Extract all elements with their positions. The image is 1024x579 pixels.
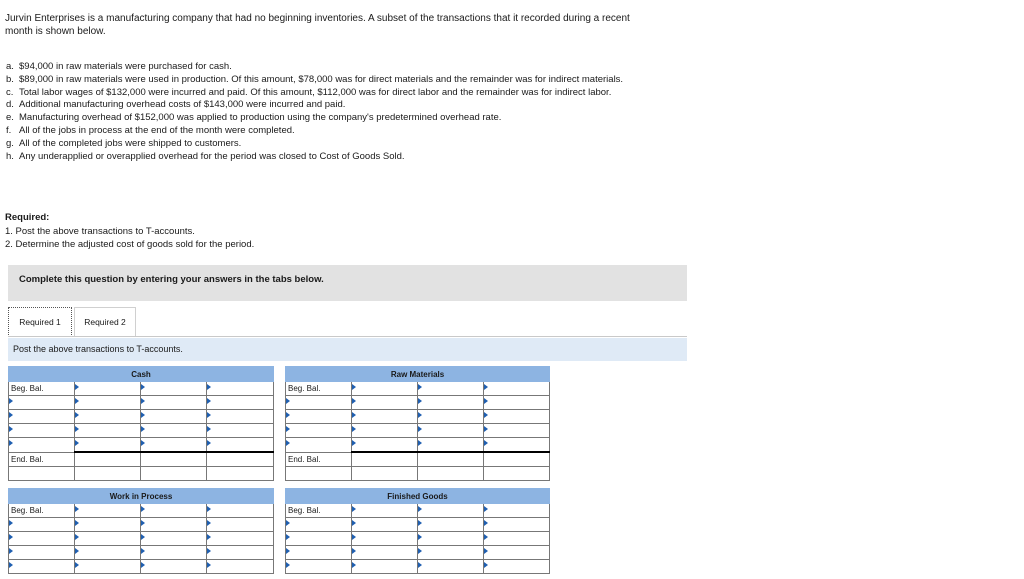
debit-input[interactable] [75,560,141,574]
credit-label-input[interactable] [418,532,484,546]
debit-input[interactable] [75,504,141,518]
credit-label-input[interactable] [418,560,484,574]
blank-cell [352,467,418,481]
debit-label-input[interactable] [286,424,352,438]
instructions-banner [8,265,687,301]
credit-input[interactable] [484,532,550,546]
credit-input[interactable] [207,532,274,546]
debit-label-input[interactable] [9,518,75,532]
transaction-item: h. Any underapplied or overapplied overhead for the period was closed to Cost of Goods Sold. [6,150,405,162]
debit-input[interactable] [75,532,141,546]
credit-input[interactable] [207,410,274,424]
debit-label-input[interactable] [286,410,352,424]
credit-input[interactable] [207,382,274,396]
debit-label-input[interactable] [286,396,352,410]
blank-cell [418,467,484,481]
credit-label-input[interactable] [418,438,484,453]
debit-input[interactable] [352,424,418,438]
credit-input[interactable] [484,382,550,396]
credit-label-input[interactable] [141,438,207,453]
blank-cell [286,467,352,481]
debit-label-input[interactable] [286,546,352,560]
debit-input[interactable] [352,504,418,518]
t-account-cash [8,366,274,481]
tab-required-2[interactable]: Required 2 [74,307,136,337]
credit-label-input[interactable] [141,410,207,424]
end-balance-cell [141,452,207,467]
credit-label-input[interactable] [141,504,207,518]
end-balance-cell [75,452,141,467]
end-bal-label: End. Bal. [9,452,75,467]
blank-cell [141,467,207,481]
debit-input[interactable] [75,438,141,453]
blank-cell [75,467,141,481]
debit-input[interactable] [352,382,418,396]
beg-bal-label: Beg. Bal. [9,504,75,518]
debit-input[interactable] [352,518,418,532]
blank-cell [484,467,550,481]
credit-input[interactable] [484,410,550,424]
account-title: Finished Goods [286,489,550,504]
credit-input[interactable] [207,560,274,574]
transaction-item: f. All of the jobs in process at the end of the month were completed. [6,124,295,136]
debit-input[interactable] [352,532,418,546]
credit-input[interactable] [484,438,550,453]
t-account-raw-materials [285,366,550,481]
transaction-item: b. $89,000 in raw materials were used in production. Of this amount, $78,000 was for direct materials and the remainder was for indirect materials. [6,73,624,85]
debit-label-input[interactable] [9,424,75,438]
debit-label-input[interactable] [9,532,75,546]
credit-label-input[interactable] [141,560,207,574]
transaction-item: a. $94,000 in raw materials were purchased for cash. [6,61,232,72]
credit-input[interactable] [484,504,550,518]
credit-input[interactable] [484,396,550,410]
debit-input[interactable] [352,560,418,574]
t-account-finished-goods [285,488,550,574]
credit-label-input[interactable] [141,518,207,532]
credit-input[interactable] [207,518,274,532]
credit-label-input[interactable] [141,382,207,396]
account-title: Work in Process [9,489,274,504]
required-item: 1. Post the above transactions to T-accounts. [5,226,195,237]
credit-input[interactable] [484,560,550,574]
debit-input[interactable] [75,410,141,424]
debit-input[interactable] [75,396,141,410]
end-balance-cell [484,452,550,467]
debit-label-input[interactable] [9,560,75,574]
transaction-item: g. All of the completed jobs were shipped to customers. [6,137,242,149]
required-heading: Required: [5,212,50,223]
credit-input[interactable] [484,546,550,560]
debit-label-input[interactable] [286,560,352,574]
banner-text: Complete this question by entering your answers in the tabs below. [19,274,324,285]
transaction-item: e. Manufacturing overhead of $152,000 was applied to production using the company's predetermined overhead rate. [6,112,502,124]
debit-input[interactable] [75,424,141,438]
debit-input[interactable] [352,546,418,560]
credit-label-input[interactable] [418,518,484,532]
tab-required-1[interactable]: Required 1 [8,307,72,337]
end-bal-label: End. Bal. [286,452,352,467]
credit-label-input[interactable] [418,546,484,560]
beg-bal-label: Beg. Bal. [9,382,75,396]
debit-label-input[interactable] [9,438,75,453]
debit-label-input[interactable] [286,532,352,546]
credit-label-input[interactable] [418,396,484,410]
debit-input[interactable] [352,438,418,453]
debit-label-input[interactable] [286,518,352,532]
beg-bal-label: Beg. Bal. [286,382,352,396]
credit-label-input[interactable] [418,382,484,396]
debit-label-input[interactable] [286,438,352,453]
transaction-item: c. Total labor wages of $132,000 were incurred and paid. Of this amount, $112,000 was for direct labor and the remainder was for indirect labor. [6,86,612,98]
required-list [5,225,254,251]
credit-label-input[interactable] [418,504,484,518]
debit-input[interactable] [75,518,141,532]
end-balance-cell [418,452,484,467]
t-account-work-in-process [8,488,274,574]
debit-input[interactable] [352,396,418,410]
tab-instruction [8,338,687,361]
debit-label-input[interactable] [9,546,75,560]
problem-intro: Jurvin Enterprises is a manufacturing company that had no beginning inventories. A subset of the transactions that it recorded during a recent month is shown below. [5,13,630,37]
credit-label-input[interactable] [141,532,207,546]
debit-label-input[interactable] [9,396,75,410]
blank-cell [9,467,75,481]
tab-divider [8,336,687,337]
transaction-list [5,61,645,163]
beg-bal-label: Beg. Bal. [286,504,352,518]
instruction-text: Post the above transactions to T-accounts. [13,344,183,354]
debit-label-input[interactable] [9,410,75,424]
credit-input[interactable] [484,424,550,438]
blank-cell [207,467,274,481]
credit-label-input[interactable] [141,424,207,438]
end-balance-cell [352,452,418,467]
credit-label-input[interactable] [418,424,484,438]
credit-input[interactable] [207,504,274,518]
account-title: Raw Materials [286,367,550,382]
debit-input[interactable] [75,546,141,560]
account-title: Cash [9,367,274,382]
credit-input[interactable] [207,546,274,560]
credit-input[interactable] [484,518,550,532]
end-balance-cell [207,452,274,467]
credit-label-input[interactable] [418,410,484,424]
required-item: 2. Determine the adjusted cost of goods sold for the period. [5,239,255,250]
credit-input[interactable] [207,396,274,410]
credit-label-input[interactable] [141,396,207,410]
credit-input[interactable] [207,438,274,453]
debit-input[interactable] [75,382,141,396]
transaction-item: d. Additional manufacturing overhead costs of $143,000 were incurred and paid. [6,99,346,111]
credit-label-input[interactable] [141,546,207,560]
debit-input[interactable] [352,410,418,424]
credit-input[interactable] [207,424,274,438]
